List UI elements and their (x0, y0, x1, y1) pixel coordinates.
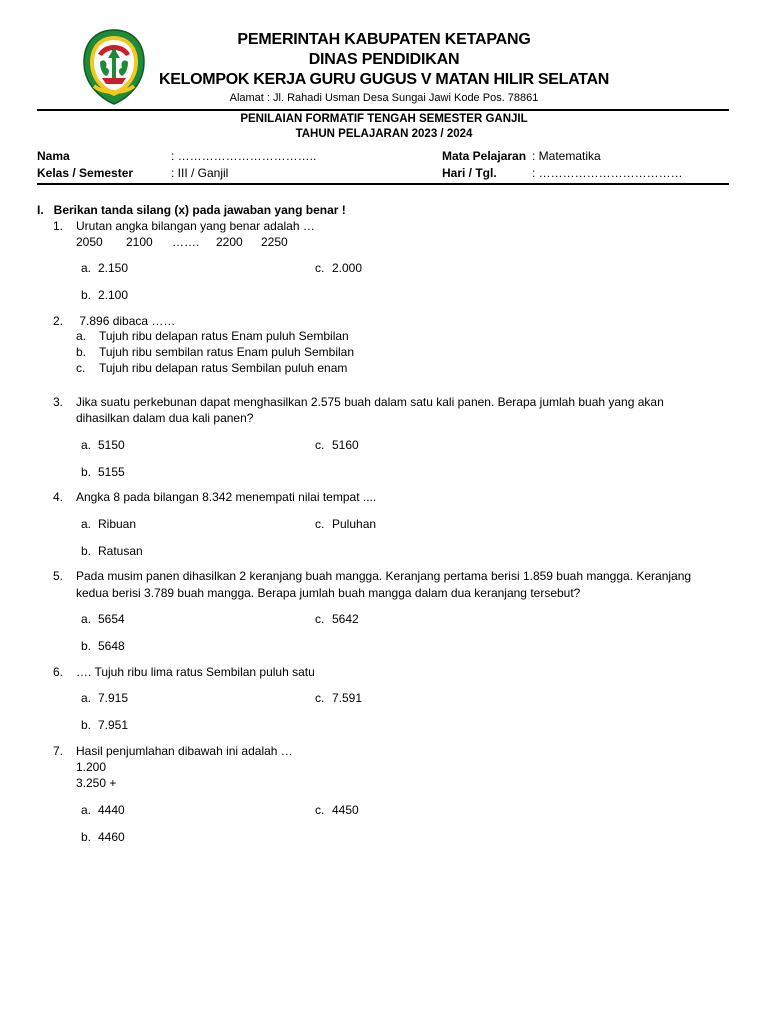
name-label: Nama (37, 149, 70, 163)
question-text: …. Tujuh ribu lima ratus Sembilan puluh satu (76, 665, 315, 679)
subject-value: : Matematika (532, 149, 601, 163)
identity-divider (37, 183, 729, 185)
class-semester-value: : III / Ganjil (171, 166, 229, 180)
question-number: 2. (53, 314, 64, 328)
question-number: 7. (53, 744, 64, 758)
address-line: Alamat : Jl. Rahadi Usman Desa Sungai Jawi Kode Pos. 78861 (229, 92, 539, 104)
question-number: 6. (53, 665, 64, 679)
option-c[interactable]: c. 5160 (315, 438, 359, 452)
class-semester-label: Kelas / Semester (37, 166, 134, 180)
question-text: Hasil penjumlahan dibawah ini adalah … (76, 744, 293, 758)
option-c[interactable]: c. 5642 (315, 612, 359, 626)
academic-year: TAHUN PELAJARAN 2023 / 2024 (295, 128, 473, 140)
option-a[interactable]: a. 5150 (81, 438, 125, 452)
option-b[interactable]: b. 7.951 (81, 718, 129, 732)
section-instruction: I. Berikan tanda silang (x) pada jawaban yang benar ! (37, 203, 346, 217)
option-a[interactable]: a. 2.150 (81, 261, 129, 275)
option-b[interactable]: b. 5648 (81, 639, 125, 653)
question-text: 7.896 dibaca …… (76, 314, 176, 328)
department-header: DINAS PENDIDIKAN (308, 51, 460, 68)
question-number: 3. (53, 395, 64, 409)
option-a[interactable]: a. 4440 (81, 803, 125, 817)
option-c[interactable]: c. 4450 (315, 803, 359, 817)
question-text-line-1: Pada musim panen dihasilkan 2 keranjang buah mangga. Keranjang pertama berisi 1.859 buah mangga. Keranjang (76, 569, 692, 583)
government-header: PEMERINTAH KABUPATEN KETAPANG (237, 31, 531, 48)
header-divider (37, 109, 729, 111)
sequence-item: 2100 (126, 235, 153, 249)
option-a[interactable]: a. Tujuh ribu delapan ratus Enam puluh Sembilan (76, 329, 349, 343)
question-number: 4. (53, 490, 64, 504)
option-c[interactable]: c. Tujuh ribu delapan ratus Sembilan puluh enam (76, 361, 348, 375)
question-text-line-2: kedua berisi 3.789 buah mangga. Berapa jumlah buah mangga dalam dua keranjang tersebut? (76, 586, 581, 600)
option-c[interactable]: c. 7.591 (315, 691, 363, 705)
addend-2: 3.250 + (76, 776, 117, 790)
sequence-item: 2200 (216, 235, 243, 249)
option-a[interactable]: a. 5654 (81, 612, 125, 626)
option-b[interactable]: b. 5155 (81, 465, 125, 479)
sequence-item: 2250 (261, 235, 288, 249)
day-date-field[interactable]: : ……………………………… (532, 166, 683, 180)
question-text-line-2: dihasilkan dalam dua kali panen? (76, 411, 254, 425)
option-b[interactable]: b. Ratusan (81, 544, 143, 558)
sequence-item: ……. (172, 235, 200, 249)
addend-1: 1.200 (76, 760, 107, 774)
option-c[interactable]: c. 2.000 (315, 261, 363, 275)
question-text: Urutan angka bilangan yang benar adalah … (76, 219, 315, 233)
sequence-item: 2050 (76, 235, 103, 249)
option-a[interactable]: a. 7.915 (81, 691, 129, 705)
subject-label: Mata Pelajaran (442, 149, 527, 163)
option-b[interactable]: b. 2.100 (81, 288, 129, 302)
question-number: 1. (53, 219, 64, 233)
working-group-header: KELOMPOK KERJA GURU GUGUS V MATAN HILIR SELATAN (159, 71, 609, 88)
exam-title: PENILAIAN FORMATIF TENGAH SEMESTER GANJIL (240, 113, 528, 125)
option-c[interactable]: c. Puluhan (315, 517, 377, 531)
name-field[interactable]: : …………………………….. (171, 149, 317, 163)
question-text-line-1: Jika suatu perkebunan dapat menghasilkan 2.575 buah dalam satu kali panen. Berapa jumlah buah yang akan (76, 395, 664, 409)
option-b[interactable]: b. 4460 (81, 830, 125, 844)
option-a[interactable]: a. Ribuan (81, 517, 137, 531)
day-date-label: Hari / Tgl. (442, 166, 497, 180)
question-text: Angka 8 pada bilangan 8.342 menempati nilai tempat .... (76, 490, 377, 504)
option-b[interactable]: b. Tujuh ribu sembilan ratus Enam puluh Sembilan (76, 345, 355, 359)
question-number: 5. (53, 569, 64, 583)
